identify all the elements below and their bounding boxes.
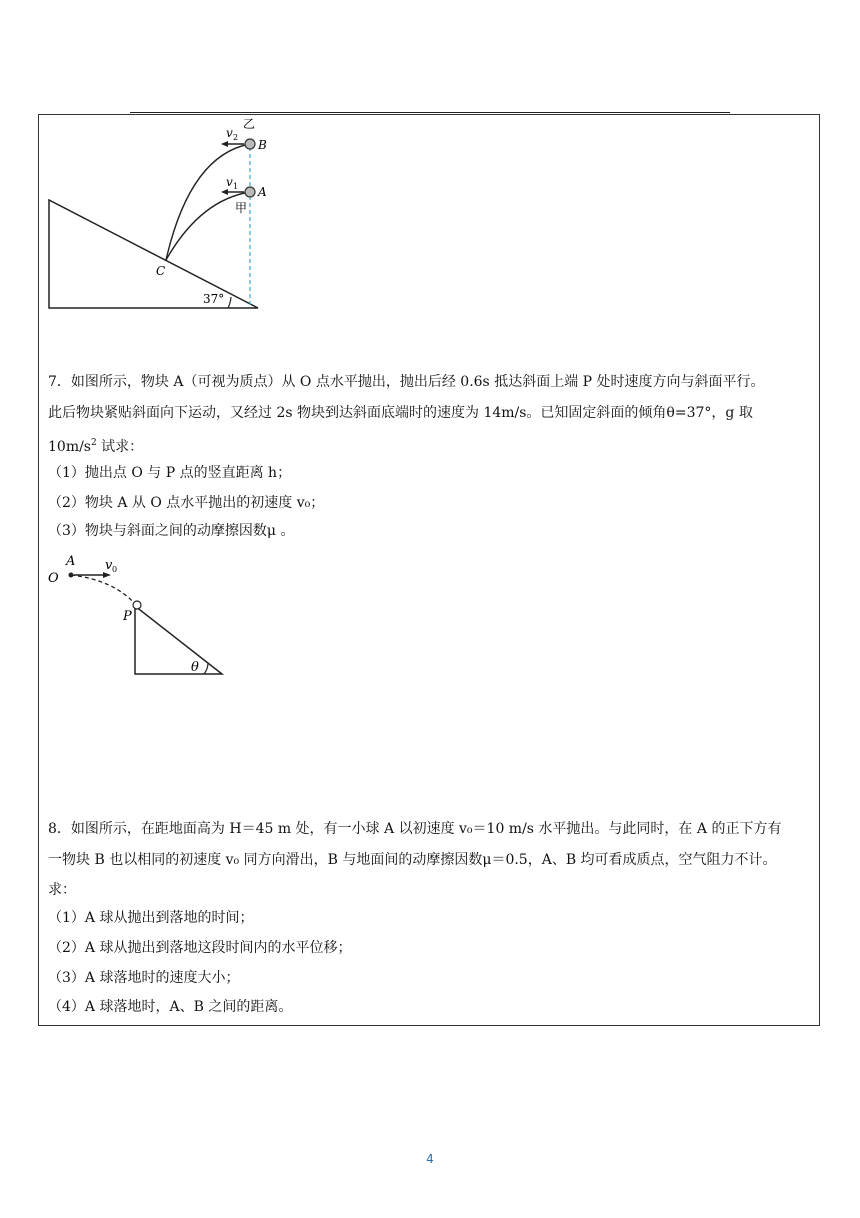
ball-A (245, 187, 255, 197)
q7-sub2: （2）物块 A 从 O 点水平抛出的初速度 v₀； (48, 495, 325, 511)
point-O (69, 573, 74, 578)
label-v2: v (226, 126, 233, 140)
label-C: C (156, 264, 166, 278)
label-yi: 乙 (243, 117, 256, 131)
incline-triangle (135, 606, 222, 674)
label-v1: v (226, 175, 233, 189)
theta-arc (204, 663, 208, 674)
q7-line3 (48, 434, 143, 456)
q8-line2: 一物块 B 也以相同的初速度 v₀ 同方向滑出，B 与地面间的动摩擦因数μ＝0.5，A、B 均可看成质点，空气阻力不计。 (48, 852, 777, 868)
ball-B (245, 139, 255, 149)
label-A: A (66, 554, 76, 569)
label-v2-sub: 2 (233, 133, 239, 142)
label-P: P (123, 609, 132, 624)
label-v0: v (105, 558, 113, 573)
q7-line3-pre: 10m/s (48, 439, 91, 455)
angle-arc (228, 297, 231, 308)
page-number: 4 (426, 1152, 434, 1166)
q8-line1: 8．如图所示，在距地面高为 H＝45 m 处，有一小球 A 以初速度 v₀＝10 m/s 水平抛出。与此同时，在 A 的正下方有 (48, 821, 782, 837)
label-theta: θ (191, 660, 199, 675)
label-A: A (258, 185, 267, 199)
arrow-v1-head (221, 189, 228, 195)
label-angle: 37° (203, 292, 225, 306)
arrow-v2-head (221, 141, 228, 147)
q8-sub1: （1）A 球从抛出到落地的时间； (48, 910, 254, 926)
q7-line3-post: 试求： (96, 439, 144, 455)
label-jia: 甲 (235, 201, 248, 215)
dashed-trajectory (71, 575, 136, 605)
label-O: O (48, 571, 59, 586)
q7-line2: 此后物块紧贴斜面向下运动，又经过 2s 物块到达斜面底端时的速度为 14m/s。已知固定斜面的倾角θ=37°，g 取 (48, 405, 753, 421)
label-v0-sub: 0 (112, 565, 118, 574)
q8-sub2: （2）A 球从抛出到落地这段时间内的水平位移； (48, 940, 352, 956)
q8-sub3: （3）A 球落地时的速度大小； (48, 970, 240, 986)
label-B: B (258, 138, 267, 152)
ball-P (133, 601, 141, 609)
figure-projectile-slope (40, 115, 280, 315)
q8-line3: 求： (48, 882, 76, 898)
q7-sub1: （1）抛出点 O 与 P 点的竖直距离 h； (48, 465, 292, 481)
q7-sub3: （3）物块与斜面之间的动摩擦因数μ 。 (48, 523, 295, 539)
header-rule (130, 112, 730, 113)
label-v1-sub: 1 (233, 182, 239, 191)
q7-line3-sup: 2 (91, 438, 97, 448)
figure-q7 (44, 550, 234, 680)
slope-triangle (49, 200, 258, 308)
q7-line1: 7．如图所示，物块 A（可视为质点）从 O 点水平抛出，抛出后经 0.6s 抵达斜面上端 P 处时速度方向与斜面平行。 (48, 374, 765, 390)
q8-sub4: （4）A 球落地时，A、B 之间的距离。 (48, 999, 293, 1015)
